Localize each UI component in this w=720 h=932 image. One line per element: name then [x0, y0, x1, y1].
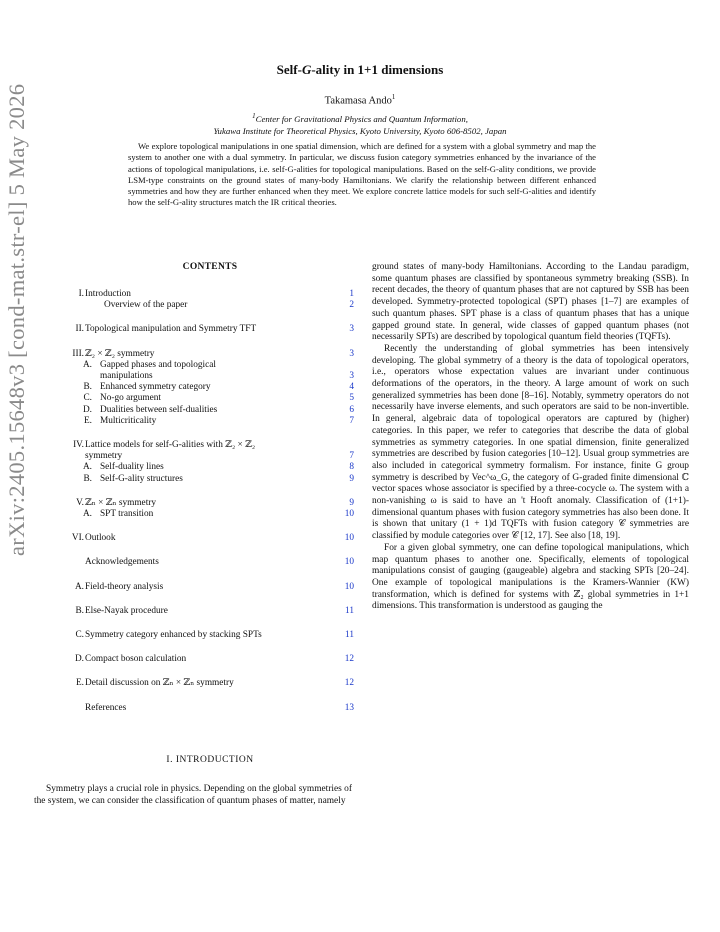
toc-entry-number: E.	[75, 678, 84, 689]
toc-entry[interactable]	[64, 703, 354, 714]
toc-entry-label: Gapped phases and topological	[100, 359, 216, 370]
toc-entry-number: B.	[83, 382, 92, 393]
author-line	[0, 93, 720, 107]
affiliation-line-2: Yukawa Institute for Theoretical Physics, Kyoto University, Kyoto 606-8502, Japan	[213, 125, 507, 136]
toc-entry-label: Detail discussion on ℤₙ × ℤₙ symmetry	[85, 678, 234, 689]
toc-entry-label: Field-theory analysis	[85, 581, 164, 592]
body-paragraph: ground states of many-body Hamiltonians. According to the Landau paradigm, some quantum phases are classified by spontaneous symmetry breaking (SSB). In recent decades, the theory of quantum phases that are not captured by SSB has been developed. Symmetry-protected topological (SPT) phases [1–7] are examples of such quantum phases. SPT phase is a class of quantum phases that has a unique gapped ground state. In general, wide classes of gapped quantum phases (not necessarily SPTs) are described by topological quantum field theories (TQFTs).	[372, 262, 689, 343]
toc-entry-page-link[interactable]: 2	[349, 300, 354, 311]
toc-entry-page-link[interactable]: 9	[349, 473, 354, 484]
toc-entry[interactable]	[64, 451, 354, 462]
toc-entry-label: ℤₙ × ℤₙ symmetry	[85, 497, 157, 508]
toc-entry-label: Dualities between self-dualities	[100, 404, 218, 415]
toc-entry[interactable]	[64, 606, 354, 617]
toc-entry-page-link[interactable]: 5	[349, 393, 354, 404]
toc-entry[interactable]	[64, 393, 354, 404]
intro-paragraph: Symmetry plays a crucial role in physics. Depending on the global symmetries of the system, we can consider the classification of quantum phases of matter, namely	[34, 784, 352, 806]
toc-entry-number: D.	[82, 404, 92, 415]
affiliation-line-1: Center for Gravitational Physics and Quantum Information,	[255, 113, 468, 124]
body-paragraph: For a given global symmetry, one can define topological manipulations, which map quantum phases to another one. Specifically, elements of topological manipulations consist of gauging (gaugeable) algebra and stacking SPTs [20–24]. One example of topological manipulations is the Kramers-Wannier (KW) transformation, which is defined for systems with ℤ₂ global symmetries in 1+1 dimensions. This transformation is understood as gauging the	[372, 542, 689, 612]
toc-entry-page-link[interactable]: 12	[344, 654, 354, 665]
toc-entry-number: II.	[75, 324, 84, 335]
toc-entry-page-link[interactable]: 3	[349, 324, 354, 335]
toc-entry-page-link[interactable]: 7	[349, 451, 354, 462]
toc-entry-number: IV.	[73, 440, 84, 451]
toc-entry-number: B.	[75, 605, 84, 616]
toc-entry-label: Else-Nayak procedure	[85, 605, 168, 616]
toc-entry-page-link[interactable]: 6	[349, 404, 354, 415]
toc-entry-label: No-go argument	[100, 393, 162, 404]
right-column	[372, 262, 689, 613]
toc-entry[interactable]	[64, 289, 354, 300]
toc-entry-label: Lattice models for self-G-alities with ℤ₂ × ℤ₂	[85, 440, 256, 451]
toc-entry-number: I.	[78, 289, 84, 299]
toc-entry-number: A.	[82, 359, 92, 370]
toc-entry-label: Overview of the paper	[104, 300, 188, 311]
toc-entry[interactable]	[64, 654, 354, 665]
abstract: We explore topological manipulations in one spatial dimension, which are defined for a system with a global symmetry and map the system to another one with a dual symmetry. In particular, we discuss fusion category symmetries enhanced by the invariance of the actions of topological manipulations, i.e. self-G-alities for topological manipulations. Based on the self-G-ality conditions, we provide LSM-type constraints on the ground states of many-body Hamiltonians. We clarify the relationship between different enhanced symmetries and how they are further enhanced when they meet. We explore concrete lattice models for such self-G-alities and identify how the self-G-ality structures match the IR critical theories.	[128, 141, 596, 208]
toc-entry-number: A.	[82, 462, 92, 473]
toc-entry-label: Compact boson calculation	[85, 654, 187, 665]
toc-entry[interactable]	[64, 416, 354, 427]
toc-entry-label: Self-G-ality structures	[100, 473, 183, 484]
affiliation: $^1$Center for Gravitational Physics and Quantum Information, Yukawa Institute for Theoretical Physics, Kyoto University, Kyoto 606-8502, Japan	[0, 110, 720, 137]
toc-entry[interactable]	[64, 300, 354, 311]
toc-entry-page-link[interactable]: 9	[349, 497, 354, 508]
toc-entry-page-link[interactable]: 10	[344, 581, 354, 592]
toc-entry-page-link[interactable]: 11	[345, 605, 354, 616]
toc-entry[interactable]	[64, 630, 354, 641]
toc-entry[interactable]	[64, 440, 354, 451]
toc-entry-page-link[interactable]: 13	[344, 702, 354, 713]
toc-entry-label: Introduction	[85, 289, 131, 299]
toc-entry-number: VI.	[71, 533, 84, 544]
toc-entry[interactable]	[64, 371, 354, 382]
toc-entry-number: C.	[83, 393, 92, 404]
intro-heading: I. INTRODUCTION	[166, 755, 254, 765]
author-sup: 1	[391, 93, 396, 101]
toc-entry-label: Symmetry category enhanced by stacking SPTs	[85, 630, 262, 641]
contents-heading: CONTENTS	[182, 262, 238, 272]
toc-entry-label: Multicriticality	[100, 415, 157, 426]
toc-entry[interactable]	[64, 582, 354, 593]
table-of-contents	[64, 289, 354, 714]
body-paragraph: Recently the understanding of global symmetries has been intensively developing. The global symmetry of a theory is the data of topological operators, i.e., operators whose expectation values are invariant under continuous deformations of the operators, in the theory. A large amount of work on such generalized symmetries has been done [8–16]. Notably, symmetry operators do not necessarily have inverse elements, and such operators are said to be non-invertible. In general, algebraic data of topological operators are captured by (higher) categories. In this paper, we refer to categories that describe the data of global symmetries as symmetry categories. In one spatial dimension, finite generalized symmetries are described by fusion categories [10–12]. Usual group symmetries are also included in categorical symmetry formalism. For instance, finite G group symmetry is described by Vec^ω_G, the category of G-graded finite dimensional ℂ vector spaces whose associator is specified by a three-cocycle ω. The system with a non-vanishing ω is said to have an 't Hooft anomaly. Classification of (1+1)-dimensional quantum phases with fusion category symmetries has also been done. It is shown that unitary (1 + 1)d TQFTs with fusion category 𝒞 symmetries are classified by module categories over 𝒞 [12, 17]. See also [18, 19].	[372, 343, 689, 542]
toc-entry-label: Self-duality lines	[100, 462, 164, 473]
toc-entry-page-link[interactable]: 4	[349, 382, 354, 393]
author-name: Takamasa Ando	[324, 95, 392, 107]
toc-entry-label: Outlook	[85, 533, 116, 544]
toc-entry-page-link[interactable]: 3	[349, 348, 354, 359]
toc-entry[interactable]	[64, 382, 354, 393]
toc-entry-page-link[interactable]: 10	[344, 557, 354, 568]
toc-entry[interactable]	[64, 474, 354, 485]
toc-entry-page-link[interactable]: 10	[344, 509, 354, 520]
paper-title: Self-G-ality in 1+1 dimensions	[276, 62, 444, 77]
toc-entry-page-link[interactable]: 11	[345, 630, 354, 641]
arxiv-stamp: arXiv:2405.15648v3 [cond-mat.str-el] 5 May 2026	[4, 83, 29, 556]
toc-entry-label: Acknowledgements	[85, 557, 159, 568]
toc-entry-label: ℤ₂ × ℤ₂ symmetry	[85, 348, 155, 359]
toc-entry-number: B.	[83, 473, 92, 484]
toc-entry-page-link[interactable]: 3	[349, 371, 354, 382]
toc-entry[interactable]	[64, 349, 354, 360]
toc-entry-number: V.	[76, 497, 84, 508]
toc-entry-page-link[interactable]: 10	[344, 533, 354, 544]
toc-entry-number: A.	[74, 581, 84, 592]
toc-entry-label: Enhanced symmetry category	[100, 382, 211, 393]
toc-entry-number: A.	[82, 509, 92, 520]
toc-entry-page-link[interactable]: 8	[349, 462, 354, 473]
toc-entry-label: symmetry	[85, 451, 123, 462]
toc-entry-number: D.	[74, 654, 84, 665]
toc-entry-label: manipulations	[100, 371, 153, 382]
toc-entry[interactable]	[64, 509, 354, 520]
toc-entry[interactable]	[64, 678, 354, 689]
toc-entry-number: E.	[83, 415, 92, 426]
toc-entry-number: III.	[72, 348, 84, 359]
toc-entry[interactable]	[64, 533, 354, 544]
toc-entry[interactable]	[64, 405, 354, 416]
toc-entry-label: References	[85, 702, 127, 713]
toc-entry[interactable]	[64, 462, 354, 473]
toc-entry[interactable]	[64, 498, 354, 509]
toc-entry-number: C.	[75, 630, 84, 641]
toc-entry-page-link[interactable]: 7	[349, 415, 354, 426]
toc-entry-label: Topological manipulation and Symmetry TFT	[85, 324, 257, 335]
toc-entry[interactable]	[64, 324, 354, 335]
toc-entry-label: SPT transition	[100, 509, 154, 520]
toc-entry-page-link[interactable]: 1	[349, 289, 354, 299]
toc-entry-page-link[interactable]: 12	[344, 678, 354, 689]
toc-entry[interactable]	[64, 360, 354, 371]
toc-entry[interactable]	[64, 557, 354, 568]
